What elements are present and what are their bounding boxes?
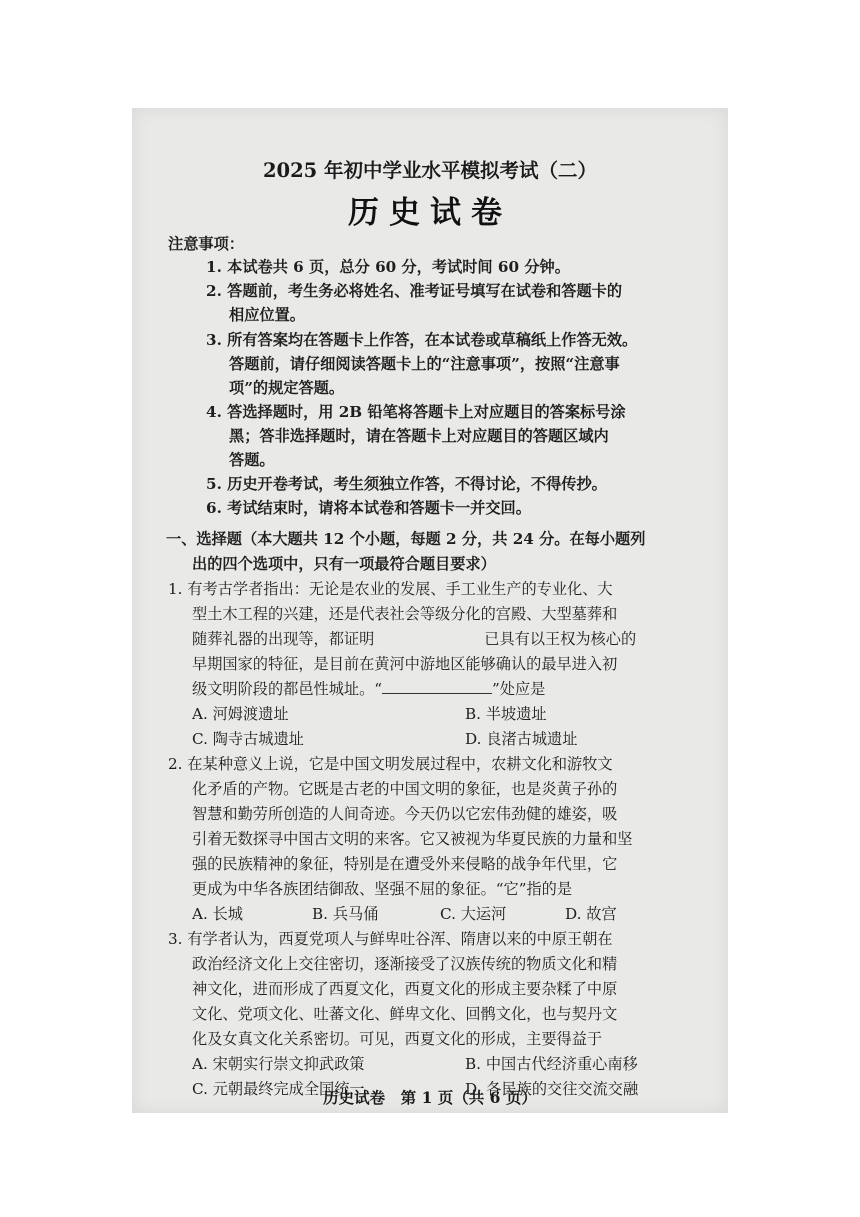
question-1-line: 1. 有考古学者指出：无论是农业的发展、手工业生产的专业化、大 (168, 580, 613, 598)
question-1-text: 已具有以王权为核心的 (484, 630, 637, 648)
notice-3-cont: 答题前，请仔细阅读答题卡上的“注意事项”，按照“注意事 (229, 355, 620, 373)
notice-4: 4. 答选择题时，用 2B 铅笔将答题卡上对应题目的答案标号涂 (206, 403, 626, 421)
question-3-option-a: A. 宋朝实行崇文抑武政策 (192, 1055, 365, 1073)
question-2-option-b: B. 兵马俑 (312, 905, 379, 923)
question-3-line: 文化、党项文化、吐蕃文化、鲜卑文化、回鹘文化，也与契丹文 (192, 1005, 618, 1023)
notice-2-cont: 相应位置。 (229, 306, 305, 324)
notice-1: 1. 本试卷共 6 页，总分 60 分，考试时间 60 分钟。 (206, 258, 570, 276)
question-1-option-b: B. 半坡遗址 (465, 705, 547, 723)
question-2-line: 智慧和勤劳所创造的人间奇迹。今天仍以它宏伟劲健的雄姿，吸 (192, 805, 618, 823)
question-2-option-d: D. 故宫 (565, 905, 617, 923)
exam-title: 2025 年初中学业水平模拟考试（二） (262, 159, 598, 182)
subject-title: 历史试卷 (348, 195, 512, 231)
question-2-line: 强的民族精神的象征，特别是在遭受外来侵略的战争年代里，它 (192, 855, 618, 873)
question-1-text: 随葬礼器的出现等，都证明 (192, 630, 375, 648)
notice-6: 6. 考试结束时，请将本试卷和答题卡一并交回。 (206, 499, 531, 517)
notice-5: 5. 历史开卷考试，考生须独立作答，不得讨论，不得传抄。 (206, 475, 607, 493)
question-1-option-a: A. 河姆渡遗址 (192, 705, 289, 723)
question-1-blank (382, 679, 492, 694)
question-2-line: 2. 在某种意义上说，它是中国文明发展过程中，农耕文化和游牧文 (168, 755, 613, 773)
question-1-line: 早期国家的特征，是目前在黄河中游地区能够确认的最早进入初 (192, 655, 618, 673)
notice-3: 3. 所有答案均在答题卡上作答，在本试卷或草稿纸上作答无效。 (206, 331, 638, 349)
question-2-option-c: C. 大运河 (440, 905, 507, 923)
question-3-line: 政治经济文化上交往密切，逐渐接受了汉族传统的物质文化和精 (192, 955, 618, 973)
notice-3-cont: 项”的规定答题。 (229, 379, 345, 397)
question-3-option-b: B. 中国古代经济重心南移 (465, 1055, 638, 1073)
question-3-option-d: D. 各民族的交往交流交融 (465, 1080, 639, 1098)
exam-paper-page (132, 108, 728, 1113)
notice-2: 2. 答题前，考生务必将姓名、准考证号填写在试卷和答题卡的 (206, 282, 623, 300)
notice-heading: 注意事项： (168, 235, 244, 253)
question-1-option-c: C. 陶寺古城遗址 (192, 730, 304, 748)
question-1-text: ”处应是 (492, 680, 546, 698)
question-3-line: 化及女真文化关系密切。可见，西夏文化的形成，主要得益于 (192, 1030, 603, 1048)
question-2-line: 更成为中华各族团结御敌、坚强不屈的象征。“它”指的是 (192, 880, 573, 898)
question-1-line: 型土木工程的兴建，还是代表社会等级分化的宫殿、大型墓葬和 (192, 605, 618, 623)
question-3-option-c: C. 元朝最终完成全国统一 (192, 1080, 365, 1098)
question-1-line (192, 679, 545, 699)
notice-4-cont: 答题。 (229, 451, 275, 469)
question-3-line: 3. 有学者认为，西夏党项人与鲜卑吐谷浑、隋唐以来的中原王朝在 (168, 930, 613, 948)
question-2-line: 引着无数探寻中国古文明的来客。它又被视为华夏民族的力量和坚 (192, 830, 633, 848)
question-1-line (192, 629, 636, 649)
page-footer: 历史试卷 第 1 页（共 6 页） (323, 1088, 537, 1107)
question-1-blank (374, 630, 484, 644)
notice-4-cont: 黑；答非选择题时，请在答题卡上对应题目的答题区域内 (229, 427, 609, 445)
question-3-line: 神文化，进而形成了西夏文化，西夏文化的形成主要杂糅了中原 (192, 980, 618, 998)
section-heading-cont: 出的四个选项中，只有一项最符合题目要求） (192, 555, 496, 573)
question-2-option-a: A. 长城 (192, 905, 243, 923)
question-1-option-d: D. 良渚古城遗址 (465, 730, 578, 748)
question-2-line: 化矛盾的产物。它既是古老的中国文明的象征，也是炎黄子孙的 (192, 780, 618, 798)
section-heading: 一、选择题（本大题共 12 个小题，每题 2 分，共 24 分。在每小题列 (166, 530, 646, 548)
question-1-text: 级文明阶段的都邑性城址。“ (192, 680, 383, 698)
